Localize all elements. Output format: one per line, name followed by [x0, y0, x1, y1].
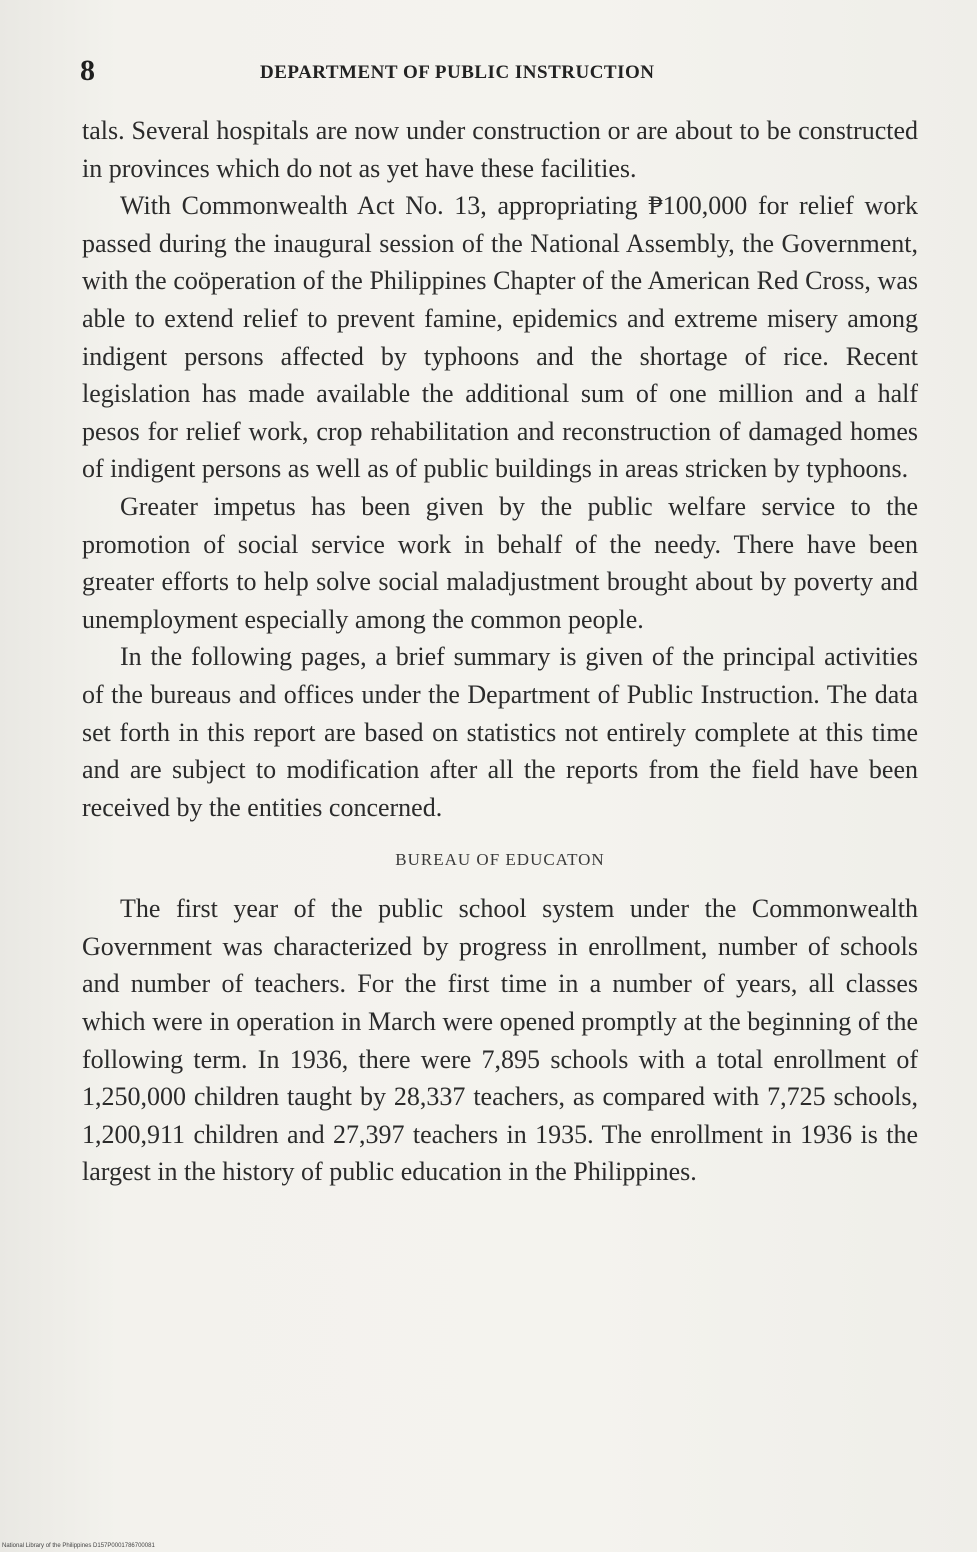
paragraph-relief-work: With Commonwealth Act No. 13, appropriating ₱100,000 for relief work passed during the inaugural session of the National Assembly, the Government, with the coöperation of the Philippines Chapter of the American Red Cross, was able to extend relief to prevent famine, epidemics and extreme misery among indigent persons affected by typhoons and the shortage of rice. Recent legislation has made available the additional sum of one million and a half pesos for relief work, crop rehabilitation and reconstruction of damaged homes of indigent persons as well as of public buildings in areas stricken by typhoons. — [82, 191, 918, 484]
page-number: 8 — [80, 54, 95, 87]
paragraph-public-welfare: Greater impetus has been given by the public welfare service to the promotion of social service work in behalf of the needy. There have been greater efforts to help solve social maladjustment brought about by poverty and unemployment especially among the common people. — [82, 491, 918, 634]
paragraph-continued: tals. Several hospitals are now under construction or are about to be constructed in provinces which do not as yet have these facilities. — [82, 116, 918, 183]
scan-footer: National Library of the Philippines D157P0001786700081 — [2, 1543, 155, 1549]
page-header — [80, 54, 920, 94]
paragraph-education: The first year of the public school system under the Commonwealth Government was characterized by progress in enrollment, number of schools and number of teachers. For the first time in a number of years, all classes which were in operation in March were opened promptly at the beginning of the following term. In 1936, there were 7,895 schools with a total enrollment of 1,250,000 children taught by 28,337 teachers, as compared with 7,725 schools, 1,200,911 children and 27,397 teachers in 1935. The enrollment in 1936 is the largest in the history of public education in the Philippines. — [82, 894, 918, 1187]
section-heading: BUREAU OF EDUCATON — [395, 850, 605, 870]
body-text — [82, 112, 918, 1191]
paragraph-summary: In the following pages, a brief summary is given of the principal activities of the bureaus and offices under the Department of Public Instruction. The data set forth in this report are based on statistics not entirely complete at this time and are subject to modification after all the reports from the field have been received by the entities concerned. — [82, 642, 918, 822]
running-head: DEPARTMENT OF PUBLIC INSTRUCTION — [260, 62, 655, 83]
